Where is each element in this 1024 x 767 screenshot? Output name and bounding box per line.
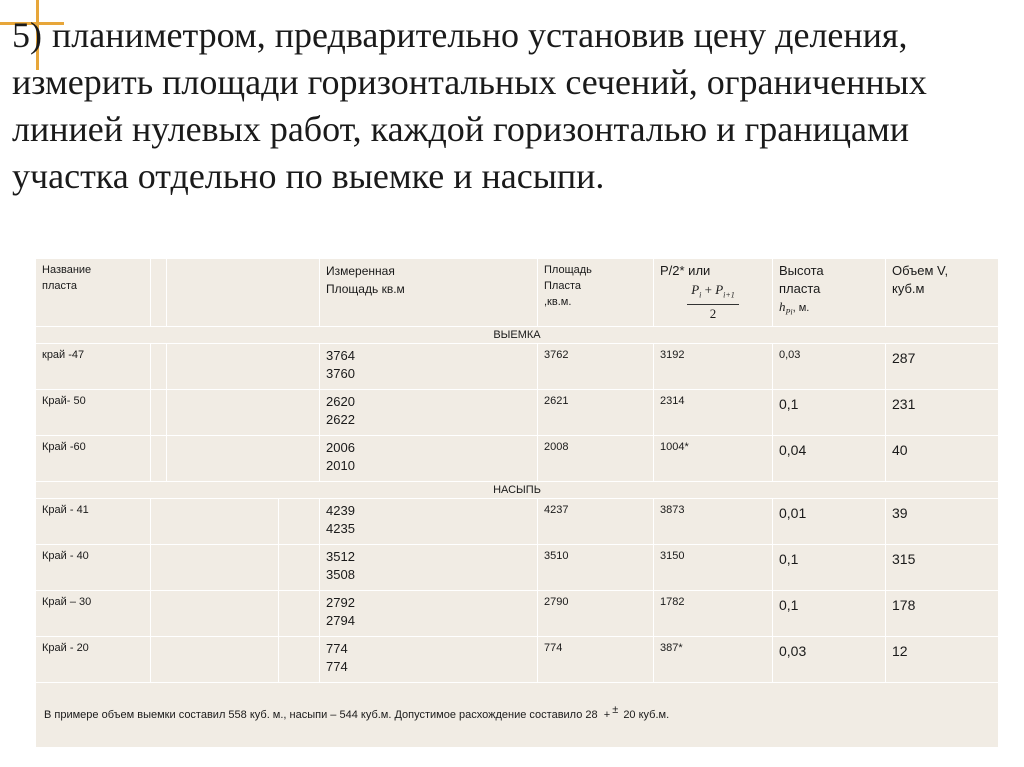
layer-height: 0,04 bbox=[773, 435, 886, 481]
layer-average: 1004* bbox=[654, 435, 773, 481]
layer-name: край -47 bbox=[36, 343, 151, 389]
measured-values: 2792 2794 bbox=[320, 590, 538, 636]
header-blank-1 bbox=[151, 259, 167, 327]
header-name: Название пласта bbox=[36, 259, 151, 327]
layer-area: 2621 bbox=[538, 389, 654, 435]
layer-area: 3762 bbox=[538, 343, 654, 389]
section-cut-label: ВЫЕМКА bbox=[36, 326, 999, 343]
header-volume: Объем V, куб.м bbox=[886, 259, 999, 327]
instruction-text: планиметром, предварительно установив цену деления, измерить площади горизонтальных сечений, ограниченных линией нулевых работ, каждой горизонталью и границами участка отдельно по выемке и насыпи. bbox=[12, 15, 927, 196]
layer-volume: 178 bbox=[886, 590, 999, 636]
layer-volume: 40 bbox=[886, 435, 999, 481]
layer-volume: 12 bbox=[886, 636, 999, 682]
instruction-heading bbox=[12, 12, 1012, 200]
layer-name: Край - 20 bbox=[36, 636, 151, 682]
step-number: 5) bbox=[12, 15, 42, 55]
table-row bbox=[36, 636, 999, 682]
section-fill-label: НАСЫПЬ bbox=[36, 481, 999, 498]
layer-height: 0,03 bbox=[773, 636, 886, 682]
layer-name: Край - 40 bbox=[36, 544, 151, 590]
measured-values: 2006 2010 bbox=[320, 435, 538, 481]
layer-height: 0,03 bbox=[773, 343, 886, 389]
layer-height: 0,1 bbox=[773, 389, 886, 435]
header-average: P/2* или $\frac{P_i + P_{i+1}}{2}$ bbox=[654, 259, 773, 327]
table-row bbox=[36, 435, 999, 481]
layer-height: 0,01 bbox=[773, 498, 886, 544]
layer-area: 3510 bbox=[538, 544, 654, 590]
layer-name: Край – 30 bbox=[36, 590, 151, 636]
layer-volume: 287 bbox=[886, 343, 999, 389]
section-fill-row bbox=[36, 481, 999, 498]
layer-name: Край- 50 bbox=[36, 389, 151, 435]
layer-name: Край - 41 bbox=[36, 498, 151, 544]
layer-height: 0,1 bbox=[773, 590, 886, 636]
layer-area: 774 bbox=[538, 636, 654, 682]
layer-height: 0,1 bbox=[773, 544, 886, 590]
section-cut-row bbox=[36, 326, 999, 343]
header-height: Высота пласта $h_{Pi}$, м. bbox=[773, 259, 886, 327]
header-blank-2 bbox=[167, 259, 320, 327]
measured-values: 774 774 bbox=[320, 636, 538, 682]
layer-name: Край -60 bbox=[36, 435, 151, 481]
measured-values: 3512 3508 bbox=[320, 544, 538, 590]
summary-row bbox=[36, 682, 999, 747]
layer-average: 3192 bbox=[654, 343, 773, 389]
header-measured: Измеренная Площадь кв.м bbox=[320, 259, 538, 327]
summary-text: В примере объем выемки составил 558 куб. м., насыпи – 544 куб.м. Допустимое расхождение составило 28 + ± 20 куб.м. bbox=[36, 682, 999, 747]
layer-volume: 315 bbox=[886, 544, 999, 590]
measured-values: 2620 2622 bbox=[320, 389, 538, 435]
layer-average: 2314 bbox=[654, 389, 773, 435]
layer-average: 3873 bbox=[654, 498, 773, 544]
header-area: Площадь Пласта ,кв.м. bbox=[538, 259, 654, 327]
table-row bbox=[36, 389, 999, 435]
header-row bbox=[36, 259, 999, 327]
volume-table bbox=[35, 258, 999, 748]
layer-volume: 39 bbox=[886, 498, 999, 544]
layer-average: 1782 bbox=[654, 590, 773, 636]
table-row bbox=[36, 343, 999, 389]
height-symbol: $h_{Pi}$ bbox=[779, 299, 793, 317]
measured-values: 3764 3760 bbox=[320, 343, 538, 389]
layer-area: 2790 bbox=[538, 590, 654, 636]
table-row bbox=[36, 590, 999, 636]
table-row bbox=[36, 498, 999, 544]
measured-values: 4239 4235 bbox=[320, 498, 538, 544]
layer-volume: 231 bbox=[886, 389, 999, 435]
layer-average: 387* bbox=[654, 636, 773, 682]
average-formula: $\frac{P_i + P_{i+1}}{2}$ bbox=[687, 282, 739, 321]
layer-area: 4237 bbox=[538, 498, 654, 544]
layer-area: 2008 bbox=[538, 435, 654, 481]
layer-average: 3150 bbox=[654, 544, 773, 590]
table-row bbox=[36, 544, 999, 590]
